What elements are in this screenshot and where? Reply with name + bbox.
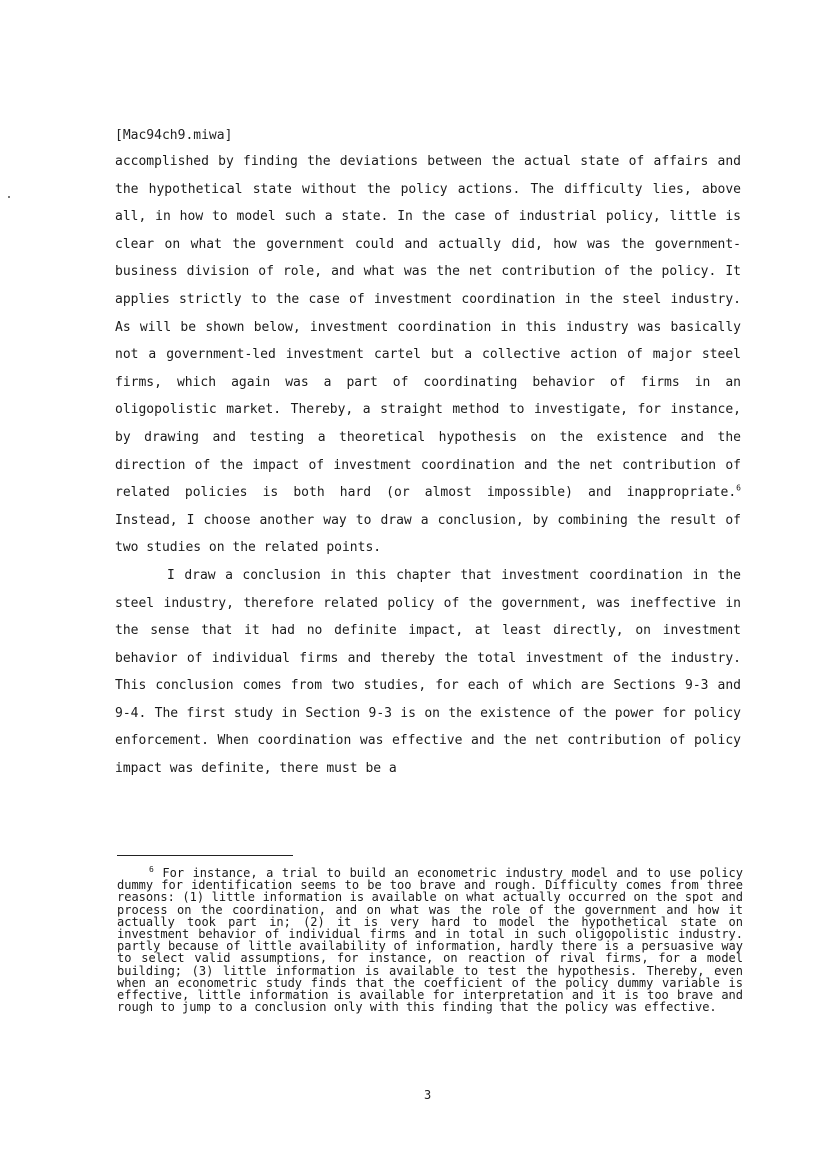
page-number: 3 [424, 1088, 432, 1102]
paragraph-1-tail: Instead, I choose another way to draw a conclusion, by combining the result of two studies on the related points. [115, 512, 741, 556]
footnote [117, 867, 743, 1013]
paragraph-1-text: accomplished by finding the deviations between the actual state of affairs and the hypothetical state without the policy actions. The difficulty lies, above all, in how to model such a state. In the case of industrial policy, little is clear on what the government could and actually did, how was the government-business division of role, and what was the net contribution of the policy. It applies strictly to the case of investment coordination in the steel industry. As will be shown below, investment coordination in this industry was basically not a government-led investment cartel but a collective action of major steel firms, which again was a part of coordinating behavior of firms in an oligopolistic market. Thereby, a straight method to investigate, for instance, by drawing and testing a theoretical hypothesis on the existence and the direction of the impact of investment coordination and the net contribution of related policies is both hard (or almost impossible) and inappropriate. [115, 154, 741, 501]
margin-mark [8, 196, 10, 198]
paragraph-1 [115, 148, 741, 562]
footnote-marker: 6 [149, 865, 154, 874]
document-header: [Mac94ch9.miwa] [115, 128, 233, 143]
paragraph-2: I draw a conclusion in this chapter that investment coordination in the steel industry, therefore related policy of the government, was ineffective in the sense that it had no definite impact, at least directly, on investment behavior of individual firms and thereby the total investment of the industry. This conclusion comes from two studies, for each of which are Sections 9-3 and 9-4. The first study in Section 9-3 is on the existence of the power for policy enforcement. When coordination was effective and the net contribution of policy impact was definite, there must be a [115, 567, 741, 777]
footnote-divider [117, 855, 293, 856]
body-text [115, 148, 741, 783]
footnote-reference: 6 [736, 483, 741, 493]
footnote-text: For instance, a trial to build an econometric industry model and to use policy dummy for identification seems to be too brave and rough. Difficulty comes from three reasons: (1) little information is available on what actually occurred on the spot and process on the coordination, and on what was the role of the government and how it actually took part in; (2) it is very hard to model the hypothetical state on investment behavior of individual firms and in total in such oligopolistic industry. partly because of little availability of information, hardly there is a persuasive way to select valid assumptions, for instance, on reaction of rival firms, for a model building; (3) little information is available to test the hypothesis. Thereby, even when an econometric study finds that the coefficient of the policy dummy variable is effective, little information is available for interpretation and it is too brave and rough to jump to a conclusion only with this finding that the policy was effective. [117, 866, 743, 1015]
